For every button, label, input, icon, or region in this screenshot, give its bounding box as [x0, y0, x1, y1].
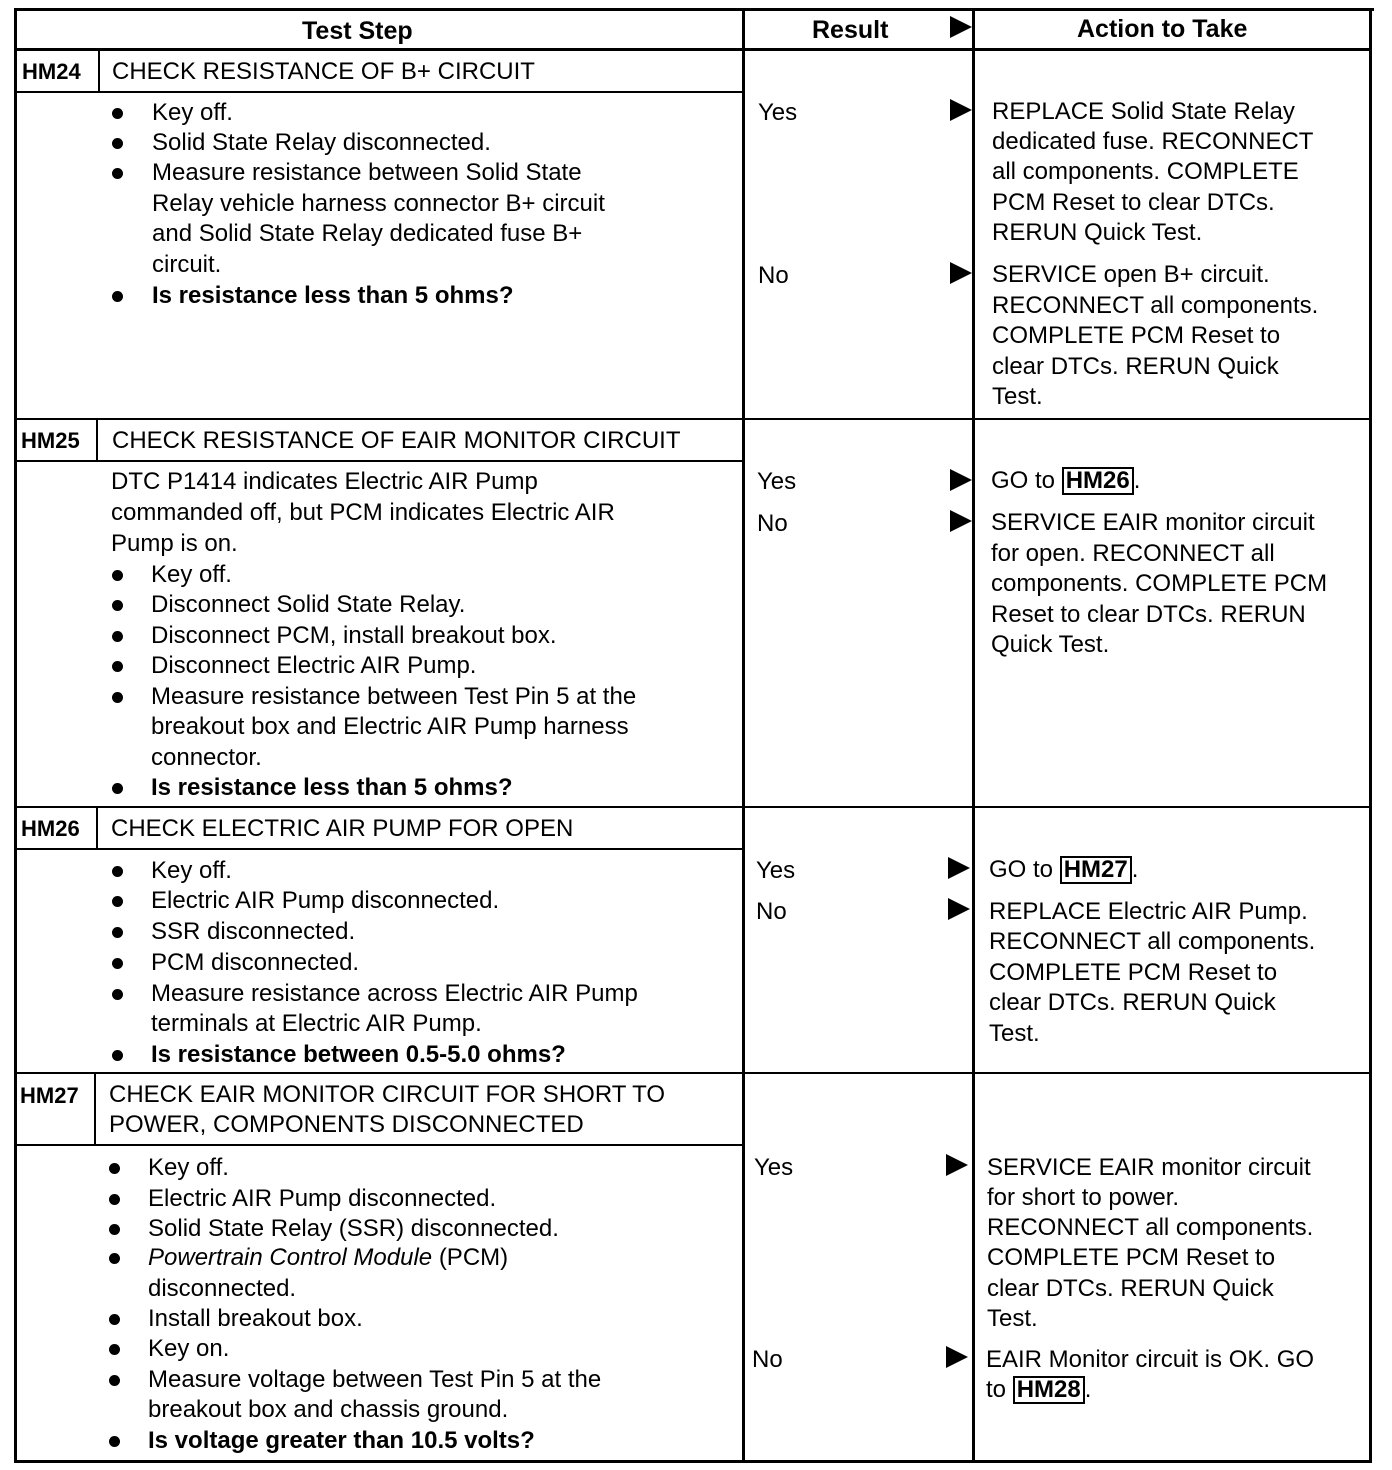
- header-test-step: Test Step: [302, 17, 413, 45]
- hm24-id-divider: [98, 50, 100, 92]
- bullet: [109, 1344, 120, 1355]
- hm25-no-action-line: for open. RECONNECT all: [991, 540, 1275, 567]
- bullet: [112, 661, 123, 672]
- table-border-right: [1369, 8, 1372, 1463]
- hm24-line: and Solid State Relay dedicated fuse B+: [152, 220, 583, 247]
- bullet: [112, 168, 123, 179]
- hm27-yes-label: Yes: [754, 1154, 794, 1181]
- arrow-icon: [950, 510, 972, 532]
- row-divider-hm25: [14, 418, 1372, 420]
- hm27-line: Solid State Relay (SSR) disconnected.: [148, 1215, 559, 1242]
- hm25-intro-line: commanded off, but PCM indicates Electric AIR: [111, 499, 615, 526]
- hm26-line: Measure resistance across Electric AIR Pump: [151, 980, 638, 1007]
- hm26-yes-action-prefix: GO to: [989, 856, 1054, 883]
- hm27-line: Key off.: [148, 1154, 229, 1181]
- hm24-no-action-line: COMPLETE PCM Reset to: [992, 322, 1281, 349]
- header-underline: [14, 48, 1372, 51]
- bullet: [112, 1050, 123, 1061]
- hm26-title-underline: [14, 848, 744, 850]
- hm27-pcm-full-name: Powertrain Control Module: [148, 1244, 433, 1271]
- hm25-yes-label: Yes: [757, 468, 797, 495]
- hm27-title-underline: [14, 1144, 744, 1146]
- hm25-no-action-line: Quick Test.: [991, 631, 1110, 658]
- hm26-no-action-line: clear DTCs. RERUN Quick: [989, 989, 1276, 1016]
- hm26-question: Is resistance between 0.5-5.0 ohms?: [151, 1041, 566, 1068]
- hm24-yes-action-line: dedicated fuse. RECONNECT: [992, 128, 1314, 155]
- hm26-line: PCM disconnected.: [151, 949, 360, 976]
- bullet: [112, 570, 123, 581]
- bullet: [109, 1314, 120, 1325]
- bullet: [112, 958, 123, 969]
- arrow-icon: [946, 1346, 968, 1368]
- hm25-line: Measure resistance between Test Pin 5 at the: [151, 683, 637, 710]
- hm27-yes-action-line: for short to power.: [987, 1184, 1180, 1211]
- hm25-title-underline: [14, 460, 744, 462]
- hm25-question: Is resistance less than 5 ohms?: [151, 774, 513, 801]
- bullet: [112, 291, 123, 302]
- hm26-no-action-line: COMPLETE PCM Reset to: [989, 959, 1278, 986]
- hm25-no-action-line: components. COMPLETE PCM: [991, 570, 1328, 597]
- hm28-step-reference[interactable]: HM28: [1013, 1376, 1085, 1404]
- hm26-yes-label: Yes: [756, 857, 796, 884]
- hm27-pcm-abbrev: (PCM): [438, 1244, 509, 1271]
- hm27-line: Key on.: [148, 1335, 230, 1362]
- bullet: [112, 989, 123, 1000]
- hm27-yes-action-line: RECONNECT all components.: [987, 1214, 1314, 1241]
- bullet: [112, 600, 123, 611]
- row-divider-hm27: [14, 1072, 1372, 1074]
- bullet: [112, 866, 123, 877]
- table-border-top: [14, 8, 1374, 11]
- hm26-yes-action: [989, 855, 1138, 885]
- bullet: [112, 108, 123, 119]
- hm26-line: SSR disconnected.: [151, 918, 356, 945]
- hm25-id-divider: [96, 419, 98, 461]
- bullet: [112, 692, 123, 703]
- hm27-step-id: HM27: [20, 1083, 79, 1108]
- hm25-line: Key off.: [151, 561, 232, 588]
- hm25-no-action-line: Reset to clear DTCs. RERUN: [991, 601, 1306, 628]
- hm26-no-action-line: Test.: [989, 1020, 1040, 1047]
- header-action: Action to Take: [1077, 15, 1248, 43]
- hm27-no-action-line: EAIR Monitor circuit is OK. GO: [986, 1346, 1315, 1373]
- hm27-step-title-line2: POWER, COMPONENTS DISCONNECTED: [109, 1111, 584, 1138]
- hm25-line: Disconnect Electric AIR Pump.: [151, 652, 477, 679]
- hm24-no-action-line: Test.: [992, 383, 1043, 410]
- hm27-id-divider: [94, 1073, 96, 1145]
- bullet: [109, 1253, 120, 1264]
- bullet: [112, 927, 123, 938]
- hm24-no-label: No: [758, 262, 789, 289]
- hm25-yes-action: [991, 466, 1140, 496]
- column-divider-step: [742, 8, 745, 1463]
- bullet: [109, 1163, 120, 1174]
- hm27-line: Install breakout box.: [148, 1305, 363, 1332]
- hm25-line: connector.: [151, 744, 262, 771]
- hm25-step-id: HM25: [21, 428, 80, 453]
- hm24-no-action-line: RECONNECT all components.: [992, 292, 1319, 319]
- bullet: [109, 1375, 120, 1386]
- hm27-line: Electric AIR Pump disconnected.: [148, 1185, 497, 1212]
- hm26-line: Electric AIR Pump disconnected.: [151, 887, 500, 914]
- hm24-no-action-line: clear DTCs. RERUN Quick: [992, 353, 1279, 380]
- arrow-icon: [946, 1154, 968, 1176]
- hm27-line: disconnected.: [148, 1275, 297, 1302]
- hm25-yes-action-prefix: GO to: [991, 467, 1056, 494]
- hm25-line: Disconnect Solid State Relay.: [151, 591, 466, 618]
- hm27-yes-action-line: Test.: [987, 1305, 1038, 1332]
- hm27-no-action-suffix: .: [1084, 1376, 1092, 1403]
- hm24-yes-label: Yes: [758, 99, 798, 126]
- hm27-no-label: No: [752, 1346, 783, 1373]
- hm27-line: Measure voltage between Test Pin 5 at the: [148, 1366, 602, 1393]
- bullet: [109, 1224, 120, 1235]
- hm25-step-title: CHECK RESISTANCE OF EAIR MONITOR CIRCUIT: [112, 427, 681, 454]
- column-divider-result: [972, 8, 975, 1463]
- arrow-icon: [950, 469, 972, 491]
- hm26-no-action-line: REPLACE Electric AIR Pump.: [989, 898, 1308, 925]
- hm24-yes-action-line: all components. COMPLETE: [992, 158, 1299, 185]
- table-border-bottom: [14, 1460, 1372, 1463]
- hm27-no-action-prefix: to: [986, 1376, 1007, 1403]
- bullet: [112, 896, 123, 907]
- hm26-yes-action-suffix: .: [1131, 856, 1139, 883]
- hm24-no-action-line: SERVICE open B+ circuit.: [992, 261, 1270, 288]
- bullet: [112, 631, 123, 642]
- arrow-icon: [950, 99, 972, 121]
- hm25-intro-line: Pump is on.: [111, 530, 238, 557]
- arrow-icon: [948, 857, 970, 879]
- bullet: [109, 1436, 120, 1447]
- arrow-icon: [948, 898, 970, 920]
- hm25-intro-line: DTC P1414 indicates Electric AIR Pump: [111, 468, 538, 495]
- header-result: Result: [812, 16, 889, 44]
- hm27-step-title-line1: CHECK EAIR MONITOR CIRCUIT FOR SHORT TO: [109, 1081, 666, 1108]
- hm24-step-title: CHECK RESISTANCE OF B+ CIRCUIT: [112, 58, 535, 85]
- hm25-line: breakout box and Electric AIR Pump harness: [151, 713, 629, 740]
- hm26-line: terminals at Electric AIR Pump.: [151, 1010, 482, 1037]
- hm27-question: Is voltage greater than 10.5 volts?: [148, 1427, 535, 1454]
- hm24-yes-action-line: REPLACE Solid State Relay: [992, 98, 1295, 125]
- row-divider-hm26: [14, 806, 1372, 808]
- hm24-yes-action-line: RERUN Quick Test.: [992, 219, 1203, 246]
- hm24-yes-action-line: PCM Reset to clear DTCs.: [992, 189, 1275, 216]
- hm27-yes-action-line: SERVICE EAIR monitor circuit: [987, 1154, 1311, 1181]
- hm25-yes-action-suffix: .: [1133, 467, 1141, 494]
- hm26-no-label: No: [756, 898, 787, 925]
- hm25-no-action-line: SERVICE EAIR monitor circuit: [991, 509, 1315, 536]
- hm27-line-pcm: [148, 1243, 508, 1273]
- bullet: [109, 1194, 120, 1205]
- hm24-line: Solid State Relay disconnected.: [152, 129, 491, 156]
- hm27-yes-action-line: COMPLETE PCM Reset to: [987, 1244, 1276, 1271]
- hm26-line: Key off.: [151, 857, 232, 884]
- bullet: [112, 138, 123, 149]
- hm24-line: Key off.: [152, 99, 233, 126]
- hm24-title-underline: [14, 91, 744, 93]
- hm26-no-action-line: RECONNECT all components.: [989, 928, 1316, 955]
- table-border-left: [14, 8, 17, 1463]
- hm25-line: Disconnect PCM, install breakout box.: [151, 622, 557, 649]
- hm24-line: Relay vehicle harness connector B+ circuit: [152, 190, 605, 217]
- hm24-line: Measure resistance between Solid State: [152, 159, 582, 186]
- arrow-icon: [950, 262, 972, 284]
- hm26-id-divider: [96, 807, 98, 849]
- hm27-line: breakout box and chassis ground.: [148, 1396, 509, 1423]
- header-arrow-icon: [950, 16, 972, 38]
- hm24-line: circuit.: [152, 251, 222, 278]
- hm26-step-id: HM26: [21, 816, 80, 841]
- hm27-no-action-ref-line: [986, 1375, 1091, 1405]
- hm26-step-reference[interactable]: HM27: [1060, 856, 1132, 884]
- hm24-step-id: HM24: [22, 59, 81, 84]
- hm27-yes-action-line: clear DTCs. RERUN Quick: [987, 1275, 1274, 1302]
- bullet: [112, 783, 123, 794]
- hm24-question: Is resistance less than 5 ohms?: [152, 282, 514, 309]
- hm25-step-reference[interactable]: HM26: [1062, 467, 1134, 495]
- hm25-no-label: No: [757, 510, 788, 537]
- hm26-step-title: CHECK ELECTRIC AIR PUMP FOR OPEN: [111, 815, 574, 842]
